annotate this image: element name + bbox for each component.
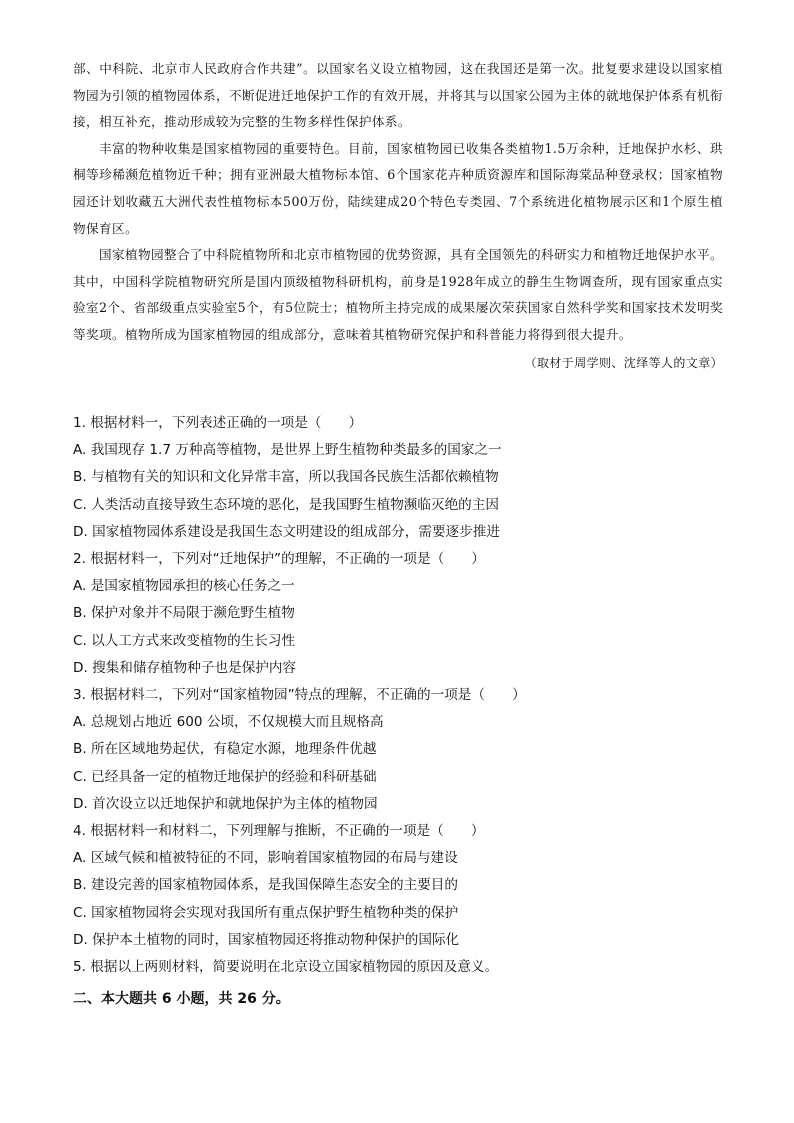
question-stem: 1. 根据材料一，下列表述正确的一项是（ ） [73, 415, 363, 431]
option-c: C. 已经具备一定的植物迁地保护的经验和科研基础 [73, 768, 377, 785]
source-citation: （取材于周学则、沈绎等人的文章） [524, 355, 723, 370]
question-3 [73, 682, 723, 818]
option-d: D. 国家植物园体系建设是我国生态文明建设的组成部分，需要逐步推进 [73, 523, 500, 540]
question-stem: 2. 根据材料一，下列对“迁地保护”的理解，不正确的一项是（ ） [73, 551, 485, 568]
question-stem: 3. 根据材料二，下列对“国家植物园”特点的理解，不正确的一项是（ ） [73, 687, 526, 704]
option-d: D. 首次设立以迁地保护和就地保护为主体的植物园 [73, 795, 378, 812]
question-2 [73, 546, 723, 682]
option-b: B. 所在区域地势起伏，有稳定水源，地理条件优越 [73, 741, 377, 758]
section-heading: 二、本大题共 6 小题，共 26 分。 [73, 991, 290, 1007]
reading-material [73, 56, 723, 376]
material-paragraph: 国家植物园整合了中科院植物所和北京市植物园的优势资源，具有全国领先的科研实力和植物迁地保护水平。其中，中国科学院植物研究所是国内顶级植物科研机构，前身是1928年成立的静生生物调查所，现有国家重点实验室2个、省部级重点实验室5个，有5位院士；植物所主持完成的成果屡次荣获国家自然科学奖和国家技术发明奖等奖项。植物所成为国家植物园的组成部分，意味着其植物研究保护和科普能力将得到很大提升。 [73, 247, 723, 342]
option-c: C. 人类活动直接导致生态环境的恶化，是我国野生植物濒临灭绝的主因 [73, 496, 499, 513]
question-5 [73, 954, 723, 981]
option-d: D. 保护本土植物的同时，国家植物园还将推动物种保护的国际化 [73, 931, 460, 948]
question-list [73, 410, 723, 981]
question-1 [73, 410, 723, 546]
option-b: B. 与植物有关的知识和文化异常丰富，所以我国各民族生活都依赖植物 [73, 469, 499, 486]
option-a: A. 区域气候和植被特征的不同，影响着国家植物园的布局与建设 [73, 850, 458, 867]
option-c: C. 国家植物园将会实现对我国所有重点保护野生植物种类的保护 [73, 904, 459, 921]
option-b: B. 建设完善的国家植物园体系，是我国保障生态安全的主要目的 [73, 877, 458, 894]
material-paragraph: 部、中科院、北京市人民政府合作共建”。以国家名义设立植物园，这在我国还是第一次。批复要求建设以国家植物园为引领的植物园体系，不断促进迁地保护工作的有效开展，并将其与以国家公园为主体的就地保护体系有机衔接，相互补充，推动形成较为完整的生物多样性保护体系。 [73, 61, 723, 130]
option-a: A. 是国家植物园承担的核心任务之一 [73, 578, 295, 595]
question-stem: 4. 根据材料一和材料二，下列理解与推断，不正确的一项是（ ） [73, 823, 485, 840]
option-a: A. 总规划占地近 600 公顷，不仅规模大而且规格高 [73, 714, 384, 731]
option-c: C. 以人工方式来改变植物的生长习性 [73, 632, 296, 649]
option-a: A. 我国现存 1.7 万种高等植物，是世界上野生植物种类最多的国家之一 [73, 442, 502, 459]
question-stem: 5. 根据以上两则材料，简要说明在北京设立国家植物园的原因及意义。 [73, 959, 499, 976]
question-4 [73, 818, 723, 954]
option-d: D. 搜集和储存植物种子也是保护内容 [73, 659, 297, 676]
material-paragraph: 丰富的物种收集是国家植物园的重要特色。目前，国家植物园已收集各类植物1.5万余种，迁地保护水杉、珙桐等珍稀濒危植物近千种；拥有亚洲最大植物标本馆、6个国家花卉种质资源库和国际海棠品种登录权；国家植物园还计划收藏五大洲代表性植物标本500万份，陆续建成20个特色专类园、7个系统进化植物展示区和1个原生植物保育区。 [73, 140, 723, 236]
option-b: B. 保护对象并不局限于濒危野生植物 [73, 605, 295, 622]
